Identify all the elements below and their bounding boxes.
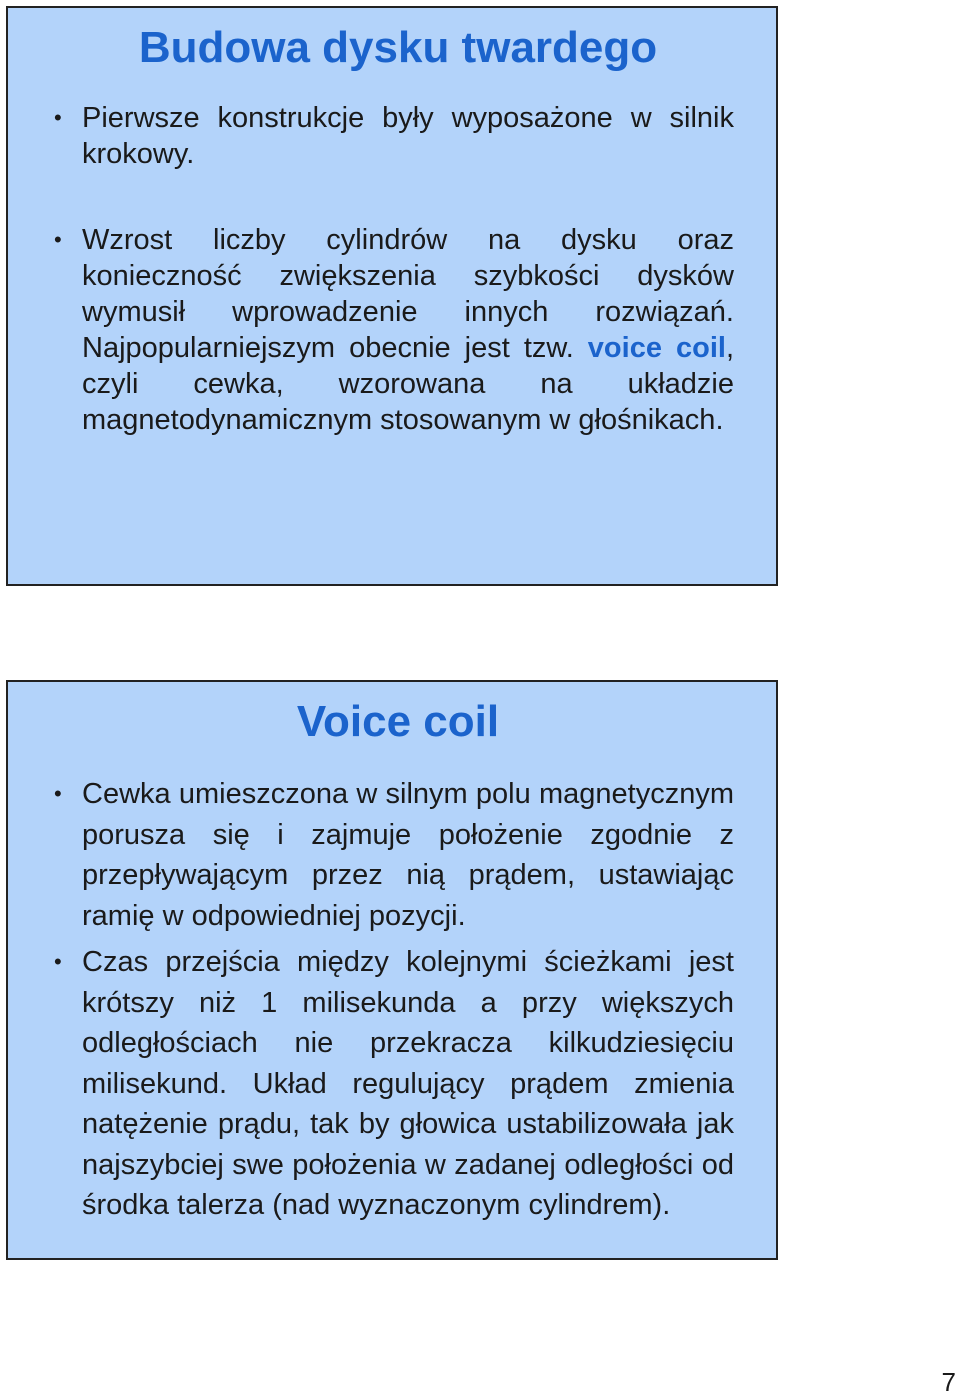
bullet-item [54, 942, 734, 1226]
bullet-icon: • [54, 781, 62, 806]
bullet-icon: • [54, 227, 62, 252]
bullet-item [54, 100, 734, 172]
slide-title: Budowa dysku twardego [138, 23, 658, 72]
bullet-text: Pierwsze konstrukcje były wyposażone w silnik krokowy. [82, 102, 734, 170]
bullet-icon: • [54, 949, 62, 974]
slide-hard-disk-construction [6, 6, 778, 586]
bullet-icon: • [54, 105, 62, 130]
bullet-text-part: , czyli cewka, wzorowana na układzie magnetodynamicznym stosowanym w głośnikach. [82, 332, 734, 436]
voice-coil-term: voice coil [587, 332, 726, 364]
bullet-list [54, 774, 734, 1232]
bullet-list [54, 100, 734, 488]
bullet-text: Czas przejścia między kolejnymi ścieżkami jest krótszy niż 1 milisekunda a przy większych odległościach nie przekracza kilkudziesięciu milisekund. Układ regulujący prądem zmienia natężenie prądu, tak by głowica ustabilizowała jak najszybciej swe położenia w zadanej odległości od środka talerza (nad wyznaczonym cylindrem). [82, 946, 734, 1221]
bullet-text: Cewka umieszczona w silnym polu magnetycznym porusza się i zajmuje położenie zgodnie z przepływającym przez nią prądem, ustawiając ramię w odpowiedniej pozycji. [82, 778, 734, 932]
bullet-text-part: Wzrost liczby cylindrów na dysku oraz konieczność zwiększenia szybkości dysków wymusił wprowadzenie innych rozwiązań. Najpopularniejszym obecnie jest tzw. [82, 224, 734, 364]
bullet-item [54, 774, 734, 936]
page-number: 7 [941, 1367, 956, 1397]
slide-voice-coil [6, 680, 778, 1260]
slide-title: Voice coil [296, 697, 500, 746]
bullet-item [54, 222, 734, 438]
